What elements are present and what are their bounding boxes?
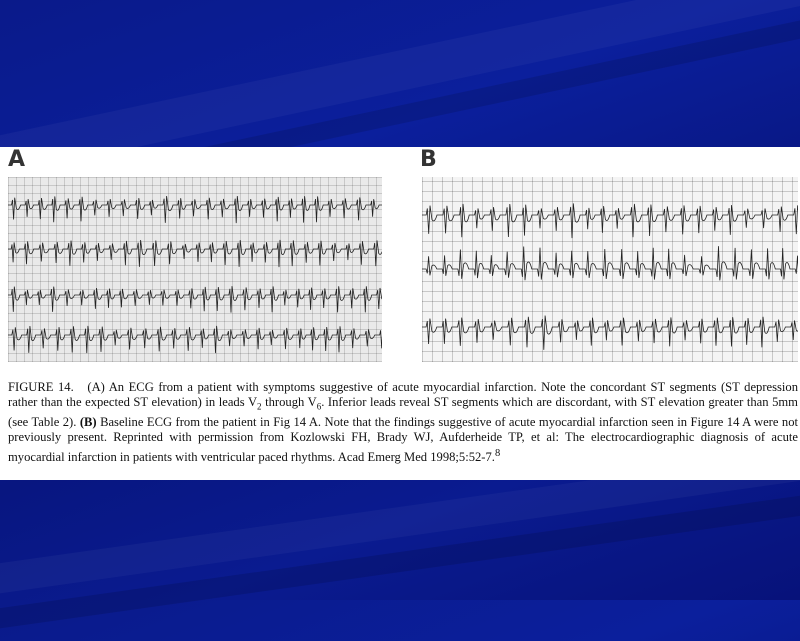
ecg-trace-line: [422, 246, 798, 280]
figure-image: [0, 147, 800, 480]
caption-ref: 8: [494, 447, 501, 459]
ecg-panel-b: [422, 177, 798, 362]
ecg-trace-line: [8, 196, 382, 223]
caption-part1: (A) An ECG from a patient with symptoms suggestive of acute myocardial infarction. Note the concordant ST segments (ST depression rather than the expected ST elevation) in leads V: [8, 380, 799, 410]
caption-part2: through V: [261, 395, 317, 410]
ecg-traces-b: [422, 177, 798, 362]
ecg-trace-line: [422, 203, 798, 238]
caption-sub2: 6: [316, 401, 322, 412]
caption-bold-b: (B): [79, 415, 97, 430]
panel-a-label: A: [8, 147, 26, 172]
caption-part4: Baseline ECG from the patient in Fig 14 A. Note that the findings suggestive of acute myocardial infarction seen in Figure 14 A were not previously present. Reprinted with permission from Kozlowski FH, Brady WJ, Aufderheide TP, et al: The electrocardiographic diagnosis of acute myocardial infarction in patients with ventricular paced rhythms. Acad Emerg Med 1998;5:52-7.: [8, 415, 799, 464]
ecg-traces-a: [8, 177, 382, 362]
ecg-trace-line: [8, 286, 382, 312]
caption-part3: . Inferior leads reveal ST segments which are discordant, with ST elevation greater than 5mm (see Table 2).: [8, 395, 798, 430]
ecg-panel-a: [8, 177, 382, 362]
panel-b-label: B: [420, 147, 437, 172]
ecg-trace-line: [422, 316, 798, 350]
figure-caption: [8, 380, 798, 465]
caption-sub1: 2: [257, 401, 262, 412]
ecg-trace-line: [8, 326, 382, 353]
background-stripe: [0, 469, 800, 641]
caption-lead: FIGURE 14.: [8, 380, 74, 394]
ecg-trace-line: [8, 240, 382, 267]
